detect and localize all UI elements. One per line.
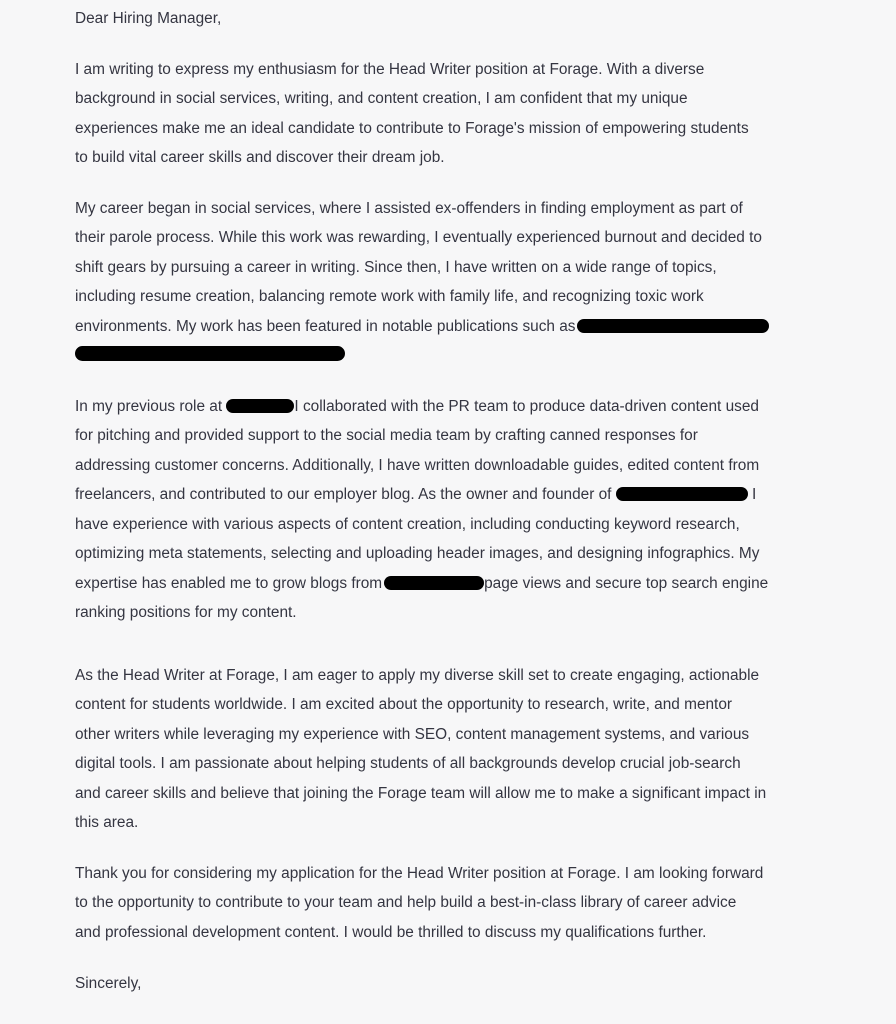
p3-line-6: optimizing meta statements, selecting and uploading header images, and designing infographics. My: [75, 545, 760, 562]
p1-line-3: experiences make me an ideal candidate to contribute to Forage's mission of empowering students: [75, 120, 749, 137]
redaction-bar: [577, 319, 769, 333]
redaction-bar: [616, 487, 748, 501]
p2-line-1: My career began in social services, where I assisted ex-offenders in finding employment as part of: [75, 200, 743, 217]
p3-line-1-text-a: In my previous role at: [75, 398, 223, 415]
p3-line-7-text-b: page views and secure top search engine: [484, 575, 769, 592]
p1-line-1: I am writing to express my enthusiasm for the Head Writer position at Forage. With a diverse: [75, 61, 705, 78]
salutation: Dear Hiring Manager,: [75, 10, 222, 27]
p2-line-3: shift gears by pursuing a career in writing. Since then, I have written on a wide range of topics,: [75, 259, 717, 276]
p4-line-1: As the Head Writer at Forage, I am eager to apply my diverse skill set to create engaging, actionable: [75, 667, 760, 684]
p4-line-5: and career skills and believe that joining the Forage team will allow me to make a significant impact in: [75, 785, 767, 802]
p3-line-1: [75, 392, 759, 422]
p3-line-4-text-b: I: [752, 486, 757, 503]
p3-line-7-text-a: expertise has enabled me to grow blogs from: [75, 575, 383, 592]
redaction-bar: [75, 346, 345, 361]
p2-line-6: [75, 340, 345, 370]
p1-line-2: background in social services, writing, and content creation, I am confident that my unique: [75, 90, 688, 107]
redaction-bar: [226, 399, 294, 413]
p2-line-4: including resume creation, balancing remote work with family life, and recognizing toxic work: [75, 288, 704, 305]
p3-line-7: [75, 569, 768, 599]
p2-line-5-text: environments. My work has been featured in notable publications such as: [75, 318, 576, 335]
p3-line-2: for pitching and provided support to the social media team by crafting canned responses for: [75, 427, 698, 444]
p3-line-8: ranking positions for my content.: [75, 604, 297, 621]
p4-line-2: content for students worldwide. I am excited about the opportunity to research, write, and mentor: [75, 696, 733, 713]
p5-line-3: and professional development content. I would be thrilled to discuss my qualifications further.: [75, 924, 707, 941]
redaction-bar: [384, 576, 484, 590]
p4-line-4: digital tools. I am passionate about helping students of all backgrounds develop crucial job-search: [75, 755, 741, 772]
p3-line-1-text-b: I collaborated with the PR team to produce data-driven content used: [294, 398, 759, 415]
p3-line-4: [75, 480, 756, 510]
p3-line-4-text-a: freelancers, and contributed to our employer blog. As the owner and founder of: [75, 486, 612, 503]
p2-line-2: their parole process. While this work was rewarding, I eventually experienced burnout and decided to: [75, 229, 762, 246]
p2-line-5: [75, 312, 769, 342]
p1-line-4: to build vital career skills and discover their dream job.: [75, 149, 445, 166]
p4-line-3: other writers while leveraging my experience with SEO, content management systems, and various: [75, 726, 750, 743]
p3-line-3: addressing customer concerns. Additionally, I have written downloadable guides, edited content from: [75, 457, 760, 474]
p5-line-2: to the opportunity to contribute to your team and help build a best-in-class library of career advice: [75, 894, 737, 911]
closing: Sincerely,: [75, 975, 142, 992]
p4-line-6: this area.: [75, 814, 139, 831]
p5-line-1: Thank you for considering my application for the Head Writer position at Forage. I am looking forward: [75, 865, 764, 882]
p3-line-5: have experience with various aspects of content creation, including conducting keyword research,: [75, 516, 740, 533]
